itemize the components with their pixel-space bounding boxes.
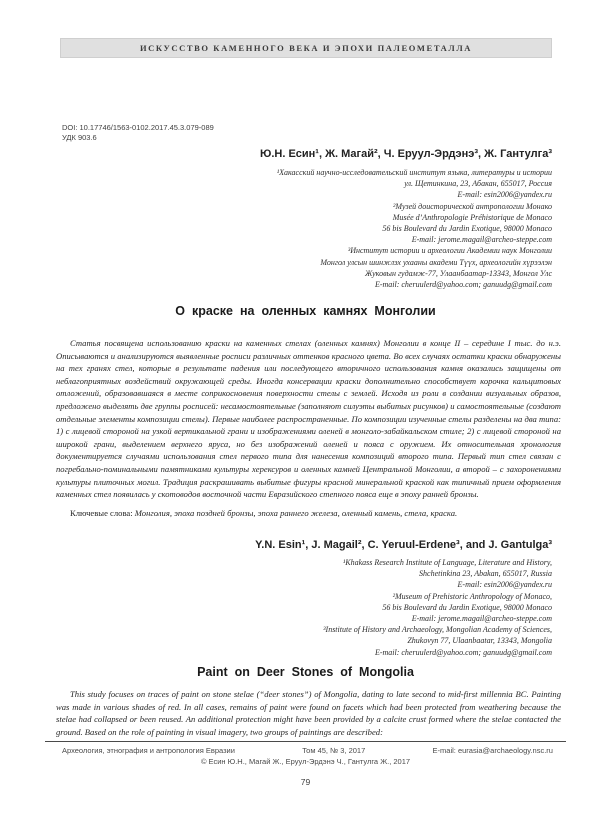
affiliation-line: Shchetinkina 23, Abakan, 655017, Russia	[419, 569, 552, 579]
affiliation-line: 56 bis Boulevard du Jardin Exotique, 98000 Monaco	[382, 224, 552, 234]
doi-line: DOI: 10.17746/1563-0102.2017.45.3.079-089	[62, 123, 214, 132]
affiliation-line: Musée d’Anthropologie Préhistorique de Monaco	[392, 212, 552, 222]
authors-ru: Ю.Н. Есин¹, Ж. Магай², Ч. Еруул-Эрдэнэ³, Ж. Гантулга³	[259, 148, 552, 160]
affiliation-line: E-mail: cheruulerd@yahoo.com; ganuudg@gmail.com	[374, 647, 552, 657]
article-meta	[62, 123, 214, 143]
footer-email: E-mail: eurasia@archaeology.nsc.ru	[432, 746, 553, 755]
affiliation-line: Монгол улсын шинжлэх ухааны академи Түүх, археологийн хүрээлэн	[320, 257, 552, 267]
affiliation-line: Zhukovyn 77, Ulaanbaatar, 13343, Mongolia	[407, 636, 552, 646]
footer-divider	[45, 741, 566, 742]
article-title-ru: О краске на оленных камнях Монголии	[175, 304, 436, 318]
affiliation-line: ³Institute of History and Archaeology, Mongolian Academy of Sciences,	[323, 625, 552, 635]
footer-journal-line	[62, 746, 553, 755]
affiliations-ru	[277, 167, 552, 290]
footer-copyright: © Есин Ю.Н., Магай Ж., Еруул-Эрдэнэ Ч., Гантулга Ж., 2017	[200, 757, 411, 766]
affiliation-line: ²Музей доисторической антропологии Монако	[392, 201, 552, 211]
abstract-ru: Статья посвящена использованию краски на каменных стелах (оленных камнях) Монголии в конце II – середине I тыс. до н.э. Описываются и анализируются выявленные росписи различных оттенков красного цвета. Во всех случаях остатки краски обнаружены на тех гранях стел, которые в результате падения или последующего вторичного использования камня оказались защищены от неблагоприятных воздействий окружающей среды. Иногда консервации краски дополнительно способствует корочка кальцитовых отложений, образовавшаяся в месте соприкосновения поверхности стелы с землей. Исходя из роли в создании визуальных образов, предложено выделять две группы росписей: несамостоятельные (заполняют силуэты выбитых рисунков) и самостоятельные (создают отдельные элементы композиции стелы). Первые наиболее распространенные. По композиции изученные стелы разделены на два типа: 1) с лицевой стороной на узкой вертикальной грани и изображениями оленей в монголо-забайкальском стиле; 2) с лицевой стороной на широкой грани, выделением верхнего яруса, но без изображений оленей и пояса с оружием. Их относительная хронология документируется случаями использования стел первого типа для нанесения композиций второго типа. Первый тип стел связан с погребально-поминальными памятниками культуры херексуров и оленных камней Центральной Монголии, а второй – с захоронениями культуры плиточных могил. Традиция раскрашивать выбитые фигуры красной минеральной краской как типичный прием оформления каменных стел появилась у скотоводов восточной части Евразийского степного пояса еще в эпоху ранней бронзы.	[56, 338, 561, 500]
section-band	[60, 38, 552, 58]
affiliation-line: 56 bis Boulevard du Jardin Exotique, 98000 Monaco	[382, 602, 552, 612]
affiliation-line: E-mail: jerome.magail@archeo-steppe.com	[411, 614, 552, 624]
section-title: ИСКУССТВО КАМЕННОГО ВЕКА И ЭПОХИ ПАЛЕОМЕТАЛЛА	[139, 43, 473, 53]
affiliation-line: ¹Khakass Research Institute of Language, Literature and History,	[342, 558, 552, 567]
keywords-ru	[56, 507, 561, 520]
affiliation-line: Жуковын гудамж-77, Улаанбаатар-13343, Монгол Улс	[365, 268, 552, 278]
affiliation-line: ул. Щетинкина, 23, Абакан, 655017, Россия	[404, 179, 552, 189]
affiliation-line: E-mail: esin2006@yandex.ru	[457, 190, 552, 200]
abstract-en: This study focuses on traces of paint on stone stelae (“deer stones”) of Mongolia, dating to late second to mid-first millennia BC. Painting was made in various shades of red. In all cases, remains of paint were found on facets which had been protected from weathering because the stelae had collapsed or been reused. An additional protection might have been provided by a calcite crust formed where the stelae contacted the ground. Based on the role of painting in visual imagery, two groups of paintings are described:	[56, 689, 561, 737]
keywords-text: Монголия, эпоха поздней бронзы, эпоха раннего железа, оленный камень, стела, краска.	[134, 508, 458, 518]
udc-line: УДК 903.6	[62, 133, 97, 142]
affiliations-en	[323, 557, 552, 658]
keywords-label: Ключевые слова:	[70, 508, 133, 518]
authors-en: Y.N. Esin¹, J. Magail², C. Yeruul-Erdene³, and J. Gantulga³	[255, 539, 552, 551]
footer-journal-title: Археология, этнография и антропология Евразии	[62, 746, 235, 755]
page-number: 79	[300, 777, 311, 787]
affiliation-line: ²Museum of Prehistoric Anthropology of Monaco,	[392, 591, 552, 601]
affiliation-line: E-mail: jerome.magail@archeo-steppe.com	[411, 235, 552, 245]
affiliation-line: ³Институт истории и археологии Академии наук Монголии	[347, 246, 552, 256]
affiliation-line: E-mail: esin2006@yandex.ru	[457, 580, 552, 590]
article-title-en: Paint on Deer Stones of Mongolia	[197, 665, 414, 679]
footer-issue: Том 45, № 3, 2017	[302, 746, 366, 755]
affiliation-line: ¹Хакасский научно-исследовательский институт языка, литературы и истории	[276, 168, 552, 177]
affiliation-line: E-mail: cheruulerd@yahoo.com; ganuudg@gmail.com	[374, 280, 552, 290]
